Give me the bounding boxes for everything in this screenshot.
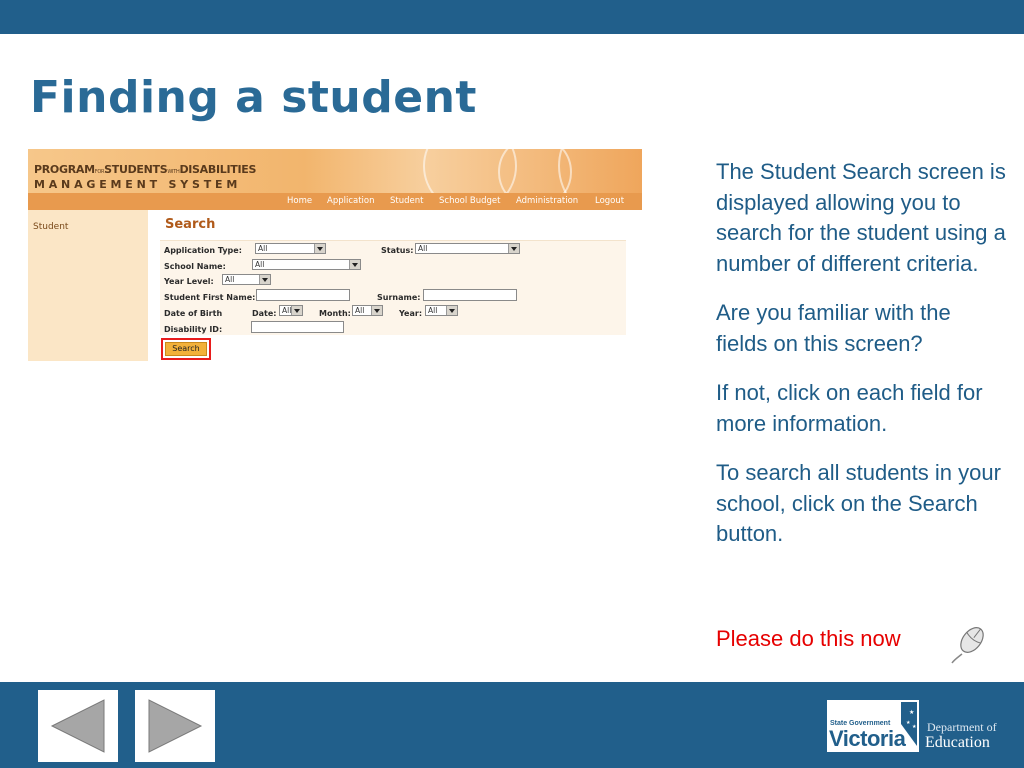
logo-small-text: State Government [830,720,891,727]
chevron-down-icon [291,306,302,315]
app-header [28,149,642,193]
instruction-paragraph: If not, click on each field for more information. [716,380,983,436]
department-line2: Education [925,734,990,751]
sidebar-item-student[interactable]: Student [33,222,69,232]
next-button[interactable] [135,690,215,762]
nav-student[interactable]: Student [390,196,424,206]
mouse-icon [948,622,988,664]
top-bar [0,0,1024,34]
instruction-paragraph: To search all students in your school, click on the Search button. [716,460,1001,546]
year-label: Year: [399,309,423,318]
application-type-select[interactable]: All [255,243,326,254]
app-screenshot [28,149,642,361]
svg-text:★: ★ [909,709,915,716]
first-name-label: Student First Name: [164,293,256,302]
school-name-select[interactable]: All [252,259,361,270]
school-name-label: School Name: [164,262,226,271]
surname-label: Surname: [377,293,421,302]
department-line1: Department of [927,720,997,734]
search-heading: Search [165,217,216,232]
chevron-down-icon [259,275,270,284]
search-button-highlight [161,338,211,360]
status-label: Status: [381,246,414,255]
search-form [160,240,626,335]
search-panel [148,210,642,361]
date-select[interactable]: All [279,305,303,316]
chevron-down-icon [371,306,382,315]
right-triangle-icon [135,690,215,762]
surname-input[interactable] [423,289,517,301]
chevron-down-icon [314,244,325,253]
year-level-select[interactable]: All [222,274,271,285]
instructions [716,157,1006,569]
nav-home[interactable]: Home [287,196,313,206]
instruction-paragraph: Are you familiar with the fields on this screen? [716,300,951,356]
svg-text:★: ★ [912,724,917,730]
year-level-label: Year Level: [164,277,214,286]
slide-title: Finding a student [30,72,477,123]
first-name-input[interactable] [256,289,350,301]
month-label: Month: [319,309,351,318]
status-select[interactable]: All [415,243,520,254]
nav-logout[interactable]: Logout [595,196,625,206]
previous-button[interactable] [38,690,118,762]
chevron-down-icon [508,244,519,253]
chevron-down-icon [446,306,457,315]
search-button[interactable]: Search [165,342,207,356]
nav-school-budget[interactable]: School Budget [439,196,501,206]
app-logo-line1: PROGRAMFORSTUDENTSWITHDISABILITIES [34,163,257,176]
logo-big-text: Victoria [829,726,906,751]
disability-id-label: Disability ID: [164,325,223,334]
instruction-paragraph: The Student Search screen is displayed allowing you to search for the student using a number of different criteria. [716,159,1006,276]
disability-id-input[interactable] [251,321,344,333]
app-logo-line2: MANAGEMENT SYSTEM [34,178,242,191]
nav-application[interactable]: Application [327,196,375,206]
month-select[interactable]: All [352,305,383,316]
date-label: Date: [252,309,277,318]
nav-administration[interactable]: Administration [516,196,579,206]
chevron-down-icon [349,260,360,269]
victoria-logo [827,700,919,752]
app-nav [28,193,642,210]
svg-text:★: ★ [906,720,911,726]
left-triangle-icon [38,690,118,762]
app-sidebar [28,210,148,361]
application-type-label: Application Type: [164,246,242,255]
year-select[interactable]: All [425,305,458,316]
action-prompt: Please do this now [716,626,901,651]
dob-label: Date of Birth [164,309,223,318]
